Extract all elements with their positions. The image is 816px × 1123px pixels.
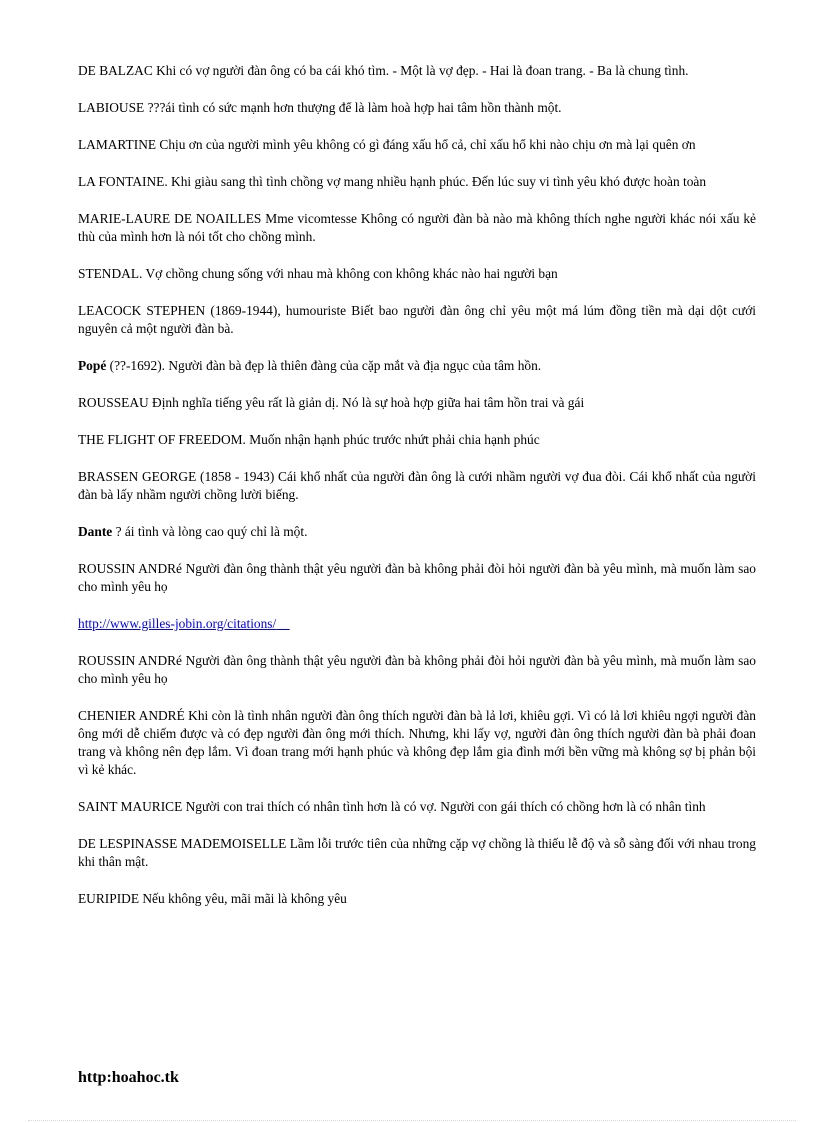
quote-author: LA FONTAINE. — [78, 174, 168, 189]
quote-author: Popé — [78, 358, 107, 373]
quote-text: Người đàn ông thành thật yêu người đàn bà không phải đòi hỏi người đàn bà yêu mình, mà muốn làm sao cho mình yêu họ — [78, 653, 756, 686]
quote-text: Khi còn là tình nhân người đàn ông thích người đàn bà lả lơi, khiêu gợi. Vì có lả lơi khiêu ngợi người đàn ông mới dễ chiếm được và có đẹp người đàn ông mới thích. Nhưng, khi lấy vợ, người đàn ông thích người đàn bà phải đoan trang và không nên đẹp lắm. Vì đoan trang mới hạnh phúc và không đẹp lắm gia đình mới bền vững mà không sợ bị phản bội vì kẻ khác. — [78, 708, 756, 777]
quote-text: Định nghĩa tiếng yêu rất là giản dị. Nó là sự hoà hợp giữa hai tâm hồn trai và gái — [148, 395, 585, 410]
quote-text: Muốn nhận hạnh phúc trước nhứt phải chia hạnh phúc — [245, 432, 540, 447]
quote-author: EURIPIDE — [78, 891, 139, 906]
quote-paragraph — [78, 357, 756, 375]
footer-url: http:hoahoc.tk — [78, 1069, 179, 1086]
quote-paragraph — [78, 890, 756, 908]
quote-text: Người con trai thích có nhân tình hơn là có vợ. Người con gái thích có chồng hơn là có nhân tình — [182, 799, 706, 814]
quote-author: LABIOUSE — [78, 100, 145, 115]
quote-paragraph — [78, 560, 756, 596]
quote-author: ROUSSIN ANDRé — [78, 653, 183, 668]
document-body — [78, 62, 756, 927]
quote-author: ROUSSEAU — [78, 395, 149, 410]
quote-text: Mme vicomtesse Không có người đàn bà nào mà không thích nghe người khác nói xấu kẻ thù của mình hơn là nói tốt cho chồng mình. — [78, 211, 756, 244]
quote-author: STENDAL. — [78, 266, 143, 281]
quote-list-2 — [78, 652, 756, 908]
quote-author: SAINT MAURICE — [78, 799, 183, 814]
quote-text: ? ái tình và lòng cao quý chỉ là một. — [112, 524, 308, 539]
quote-author: DE BALZAC — [78, 63, 153, 78]
quote-paragraph — [78, 394, 756, 412]
quote-text: Chịu ơn của người mình yêu không có gì đáng xấu hổ cả, chỉ xấu hổ khi nào chịu ơn mà lại quên ơn — [156, 137, 696, 152]
quote-paragraph — [78, 173, 756, 191]
quote-author: BRASSEN GEORGE — [78, 469, 197, 484]
quote-paragraph — [78, 798, 756, 816]
quote-list — [78, 62, 756, 596]
quote-text: Khi giàu sang thì tình chồng vợ mang nhiều hạnh phúc. Đến lúc suy vi tình yêu khó được hoàn toàn — [167, 174, 707, 189]
quote-author: THE FLIGHT OF FREEDOM. — [78, 432, 246, 447]
quote-text: Vợ chồng chung sống với nhau mà không con không khác nào hai người bạn — [142, 266, 558, 281]
quote-author: ROUSSIN ANDRé — [78, 561, 183, 576]
quote-paragraph — [78, 265, 756, 283]
quote-text: Người đàn ông thành thật yêu người đàn bà không phải đòi hỏi người đàn bà yêu mình, mà muốn làm sao cho mình yêu họ — [78, 561, 756, 594]
quote-author: MARIE-LAURE DE NOAILLES — [78, 211, 262, 226]
quote-text: Lầm lỗi trước tiên của những cặp vợ chồng là thiếu lễ độ và sỗ sàng đối với nhau trong khi thân mật. — [78, 836, 757, 869]
quote-paragraph — [78, 62, 756, 80]
quote-author: Dante — [78, 524, 113, 539]
quote-paragraph — [78, 468, 756, 504]
quote-paragraph — [78, 302, 756, 338]
quote-author: LEACOCK STEPHEN — [78, 303, 206, 318]
quote-text: ???ái tình có sức mạnh hơn thượng để là làm hoà hợp hai tâm hồn thành một. — [144, 100, 562, 115]
quote-paragraph — [78, 431, 756, 449]
quote-text: Khi có vợ người đàn ông có ba cái khó tìm. - Một là vợ đẹp. - Hai là đoan trang. - Ba là chung tình. — [152, 63, 689, 78]
quote-text: (1869-1944), humouriste Biết bao người đàn ông chỉ yêu một má lúm đồng tiền mà dại dột cưới nguyên cả một người đàn bà. — [78, 303, 756, 336]
link-trailing-space — [276, 616, 289, 631]
quote-paragraph — [78, 136, 756, 154]
quote-author: LAMARTINE — [78, 137, 157, 152]
quote-text: Nếu không yêu, mãi mãi là không yêu — [139, 891, 347, 906]
quote-author: DE LESPINASSE MADEMOISELLE — [78, 836, 287, 851]
quote-paragraph — [78, 835, 756, 871]
citations-link[interactable]: http://www.gilles-jobin.org/citations/ — [78, 616, 277, 631]
quote-author: CHENIER ANDRÉ — [78, 708, 185, 723]
quote-paragraph — [78, 652, 756, 688]
quote-paragraph — [78, 99, 756, 117]
quote-paragraph — [78, 523, 756, 541]
quote-text: (??-1692). Người đàn bà đẹp là thiên đàng của cặp mắt và địa ngục của tâm hồn. — [106, 358, 542, 373]
link-paragraph — [78, 615, 756, 633]
quote-paragraph — [78, 707, 756, 779]
quote-paragraph — [78, 210, 756, 246]
page-bottom-divider — [28, 1120, 796, 1121]
quote-text: (1858 - 1943) Cái khổ nhất của người đàn ông là cưới nhầm người vợ đua đòi. Cái khổ nhất của người đàn bà lấy nhầm người chồng lười biếng. — [78, 469, 756, 502]
